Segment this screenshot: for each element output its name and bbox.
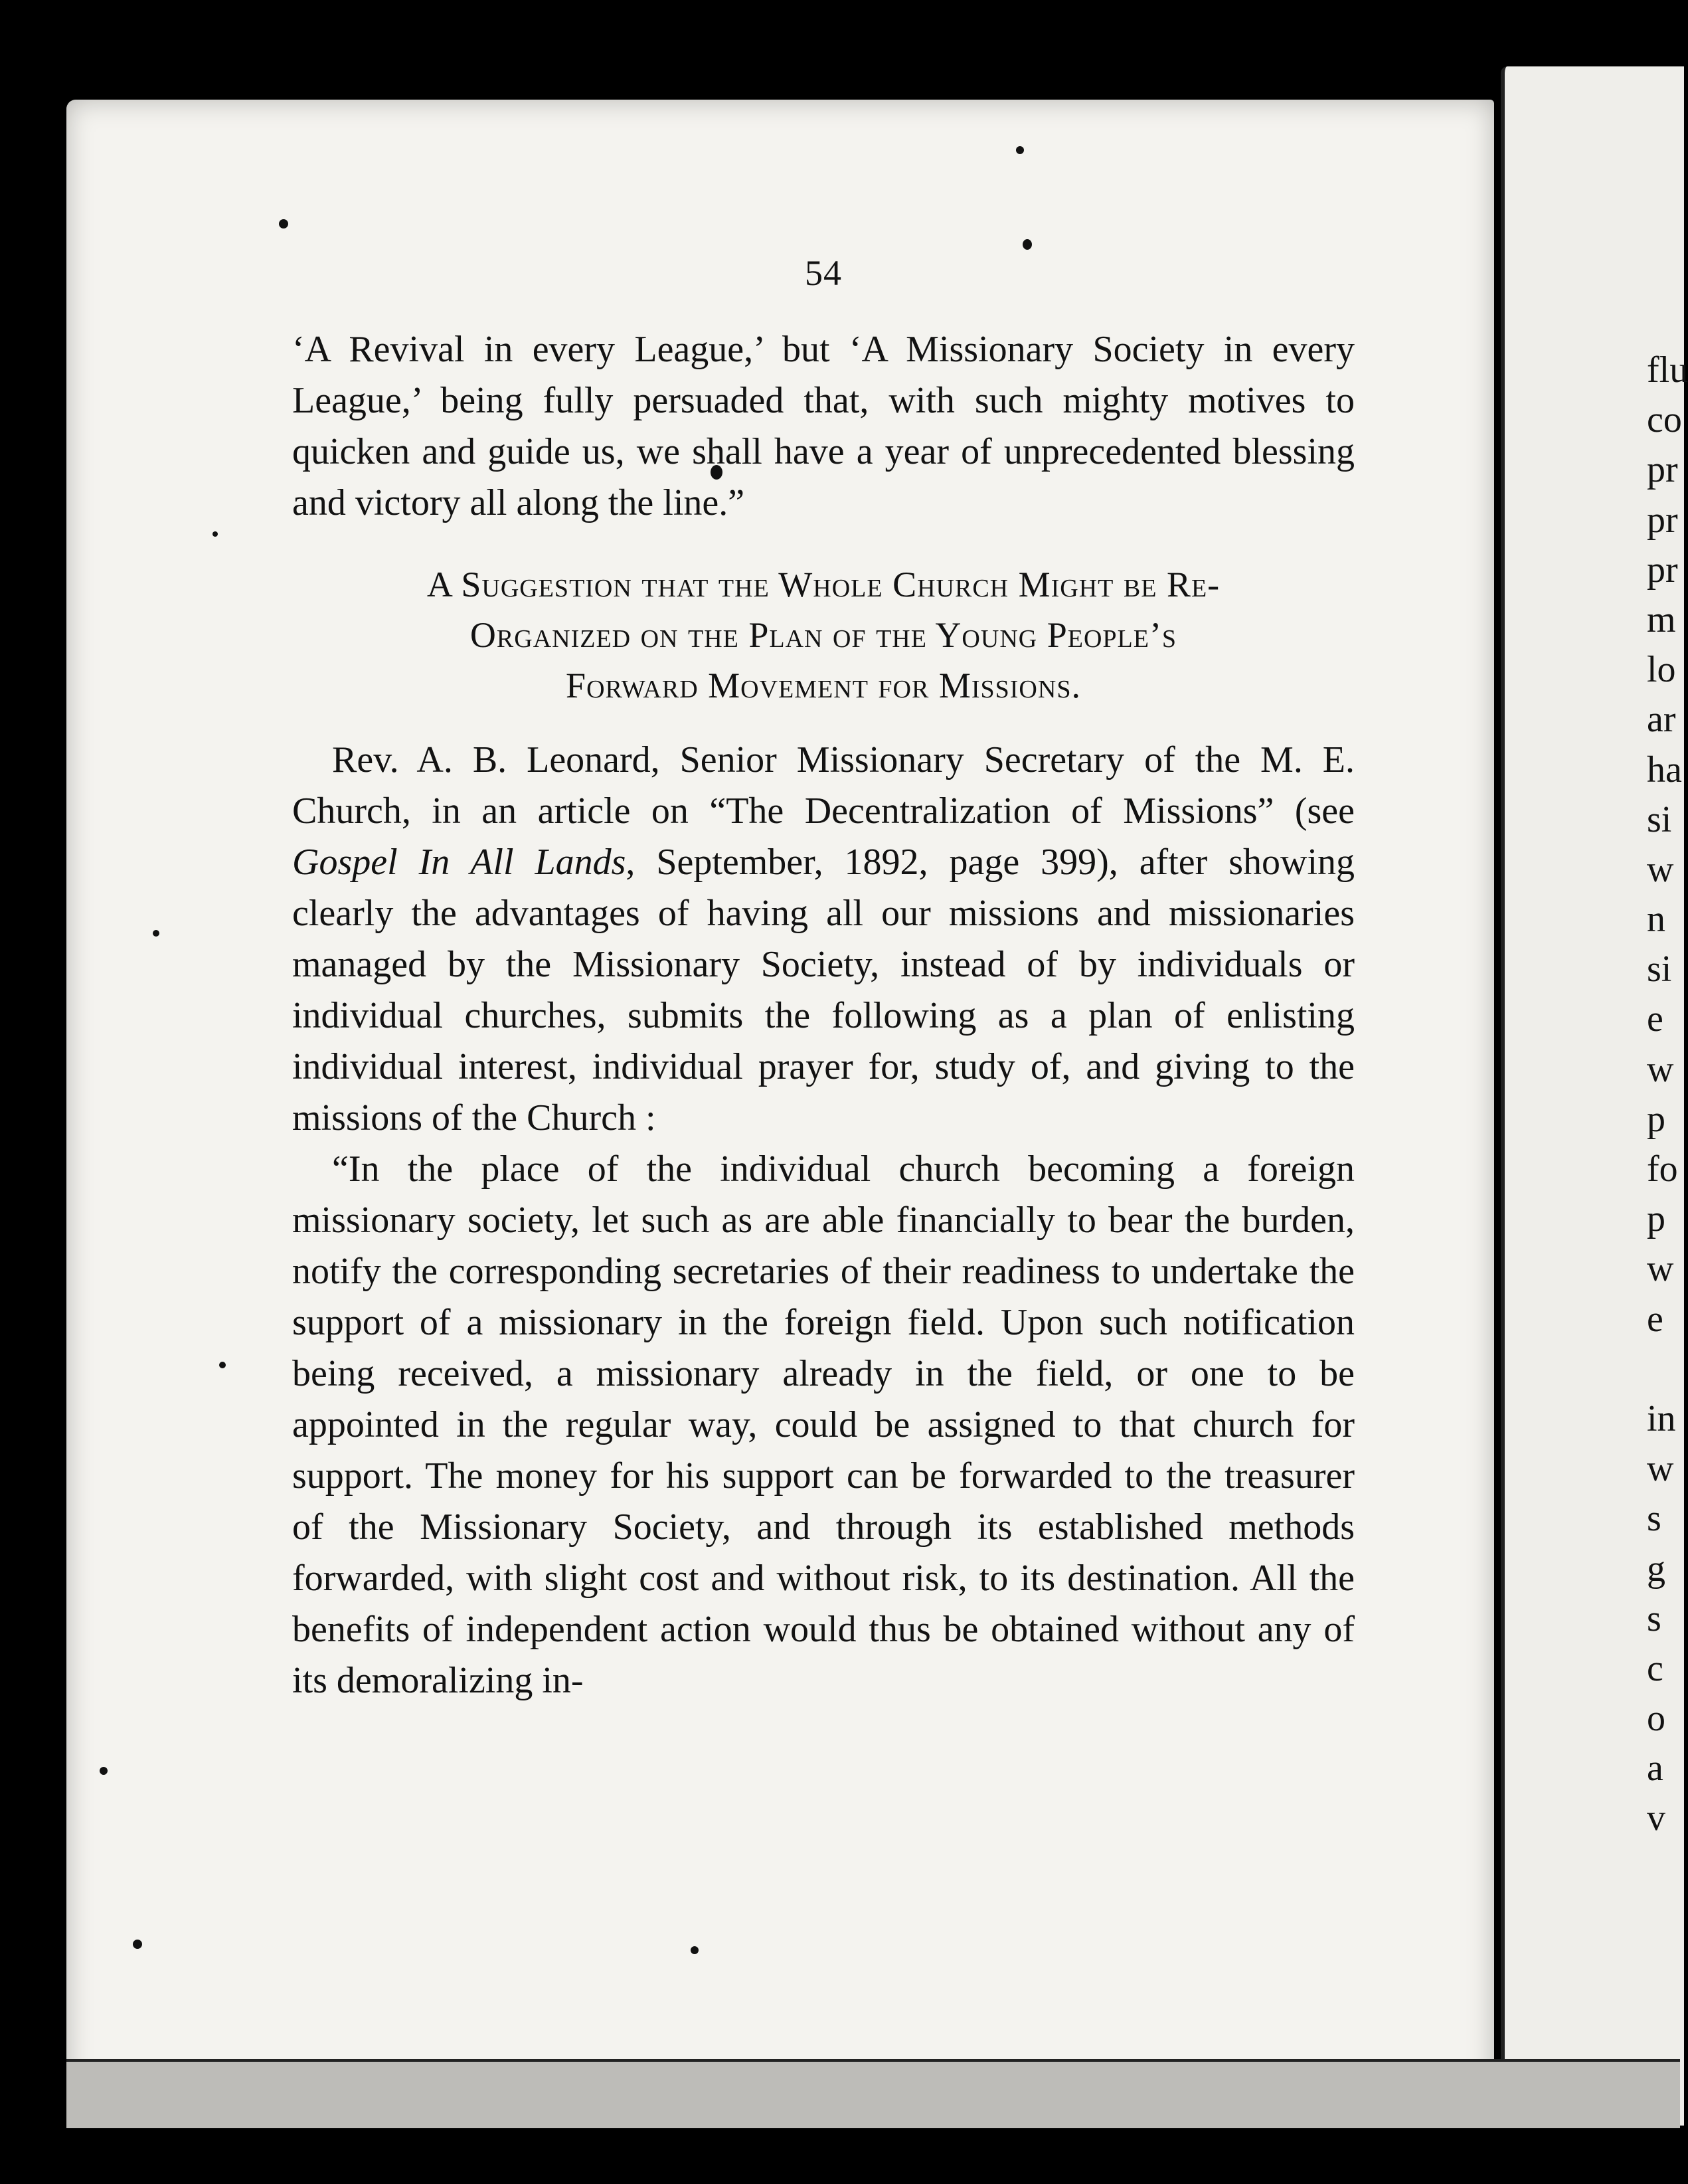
quote-paragraph: “In the place of the individual church becoming a foreign missionary society, let such as are able financially to bear the burden, notify the corresponding secretaries of their readiness to undertake the support of a missionary in the foreign field. Upon such notification being received, a missionary already in the field, or one to be appointed in the regular way, could be assigned to that church for support. The money for his support can be forwarded to the treasurer of the Missionary Society, and through its established methods forwarded, with slight cost and without risk, to its destination. All the benefits of independent action would thus be obtained without any of its demoralizing in- — [292, 1148, 1355, 1701]
heading-line: A Suggestion that the Whole Church Might be Re- — [426, 565, 1221, 604]
facing-page-fragment: lo — [1647, 649, 1676, 691]
facing-page-fragment: in — [1647, 1398, 1676, 1439]
facing-page-fragment: w — [1647, 1448, 1674, 1490]
facing-page-text — [1647, 345, 1688, 1844]
opening-paragraph: ‘A Revival in every League,’ but ‘A Missionary Society in every League,’ being fully persuaded that, with such mighty motives to quicken and guide us, we shall have a year of unprecedented blessing and victory all along the line.” — [292, 329, 1355, 523]
ink-speck — [153, 930, 159, 937]
ink-speck — [133, 1940, 142, 1949]
intro-paragraph — [292, 735, 1355, 1144]
facing-page-fragment: e — [1647, 998, 1663, 1040]
heading-line: Organized on the Plan of the Young People’s — [469, 615, 1177, 655]
facing-page-fragment: w — [1647, 848, 1674, 890]
facing-page-fragment: p — [1647, 1098, 1665, 1140]
intro-text: Rev. A. B. Leonard, Senior Missionary Secretary of the M. E. Church, in an article on “The Decentralization of Missions” (see — [292, 739, 1355, 832]
facing-page-fragment: ar — [1647, 699, 1676, 741]
ink-speck — [691, 1946, 699, 1954]
facing-page-fragment: c — [1647, 1647, 1663, 1689]
facing-page-fragment: fo — [1647, 1148, 1678, 1190]
page-number: 54 — [805, 253, 842, 293]
facing-page-fragment: pr — [1647, 549, 1678, 591]
facing-page-fragment: a — [1647, 1748, 1663, 1789]
facing-page-fragment: si — [1647, 798, 1672, 840]
ink-speck — [279, 219, 288, 228]
facing-page-fragment: p — [1647, 1198, 1665, 1240]
facing-page-fragment: co — [1647, 399, 1682, 441]
ink-speck — [1016, 146, 1024, 154]
section-heading — [292, 559, 1355, 711]
facing-page-fragment: w — [1647, 1248, 1674, 1290]
ink-speck — [100, 1767, 108, 1775]
facing-page-fragment: pr — [1647, 499, 1678, 541]
heading-line: Forward Movement for Missions. — [566, 666, 1081, 705]
facing-page-fragment: s — [1647, 1597, 1661, 1639]
facing-page-fragment: v — [1647, 1797, 1665, 1839]
page-bottom-shadow — [66, 2059, 1680, 2128]
facing-page-fragment: pr — [1647, 449, 1678, 491]
facing-page-fragment: flu — [1647, 349, 1688, 391]
facing-page-fragment: e — [1647, 1298, 1663, 1340]
facing-page-fragment: o — [1647, 1698, 1665, 1740]
facing-page-fragment: s — [1647, 1498, 1661, 1540]
facing-page-fragment: g — [1647, 1548, 1665, 1590]
facing-page-fragment: n — [1647, 899, 1665, 941]
facing-page-fragment: w — [1647, 1048, 1674, 1090]
ink-speck — [219, 1362, 226, 1368]
ink-speck — [1023, 239, 1032, 250]
page-text — [292, 252, 1355, 1706]
facing-page-fragment: m — [1647, 598, 1676, 640]
intro-text: , September, 1892, page 399), after showing clearly the advantages of having all our missions and missionaries managed by the Missionary Society, instead of by individuals or individual churches, submits the following as a plan of enlisting individual interest, individual prayer for, study of, and giving to the missions of the Church : — [292, 842, 1355, 1138]
facing-page-fragment — [1647, 1344, 1677, 1394]
facing-page-fragment: si — [1647, 949, 1672, 990]
ink-speck — [212, 531, 218, 537]
facing-page-fragment: ha — [1647, 749, 1682, 790]
publication-title: Gospel In All Lands — [292, 842, 626, 883]
